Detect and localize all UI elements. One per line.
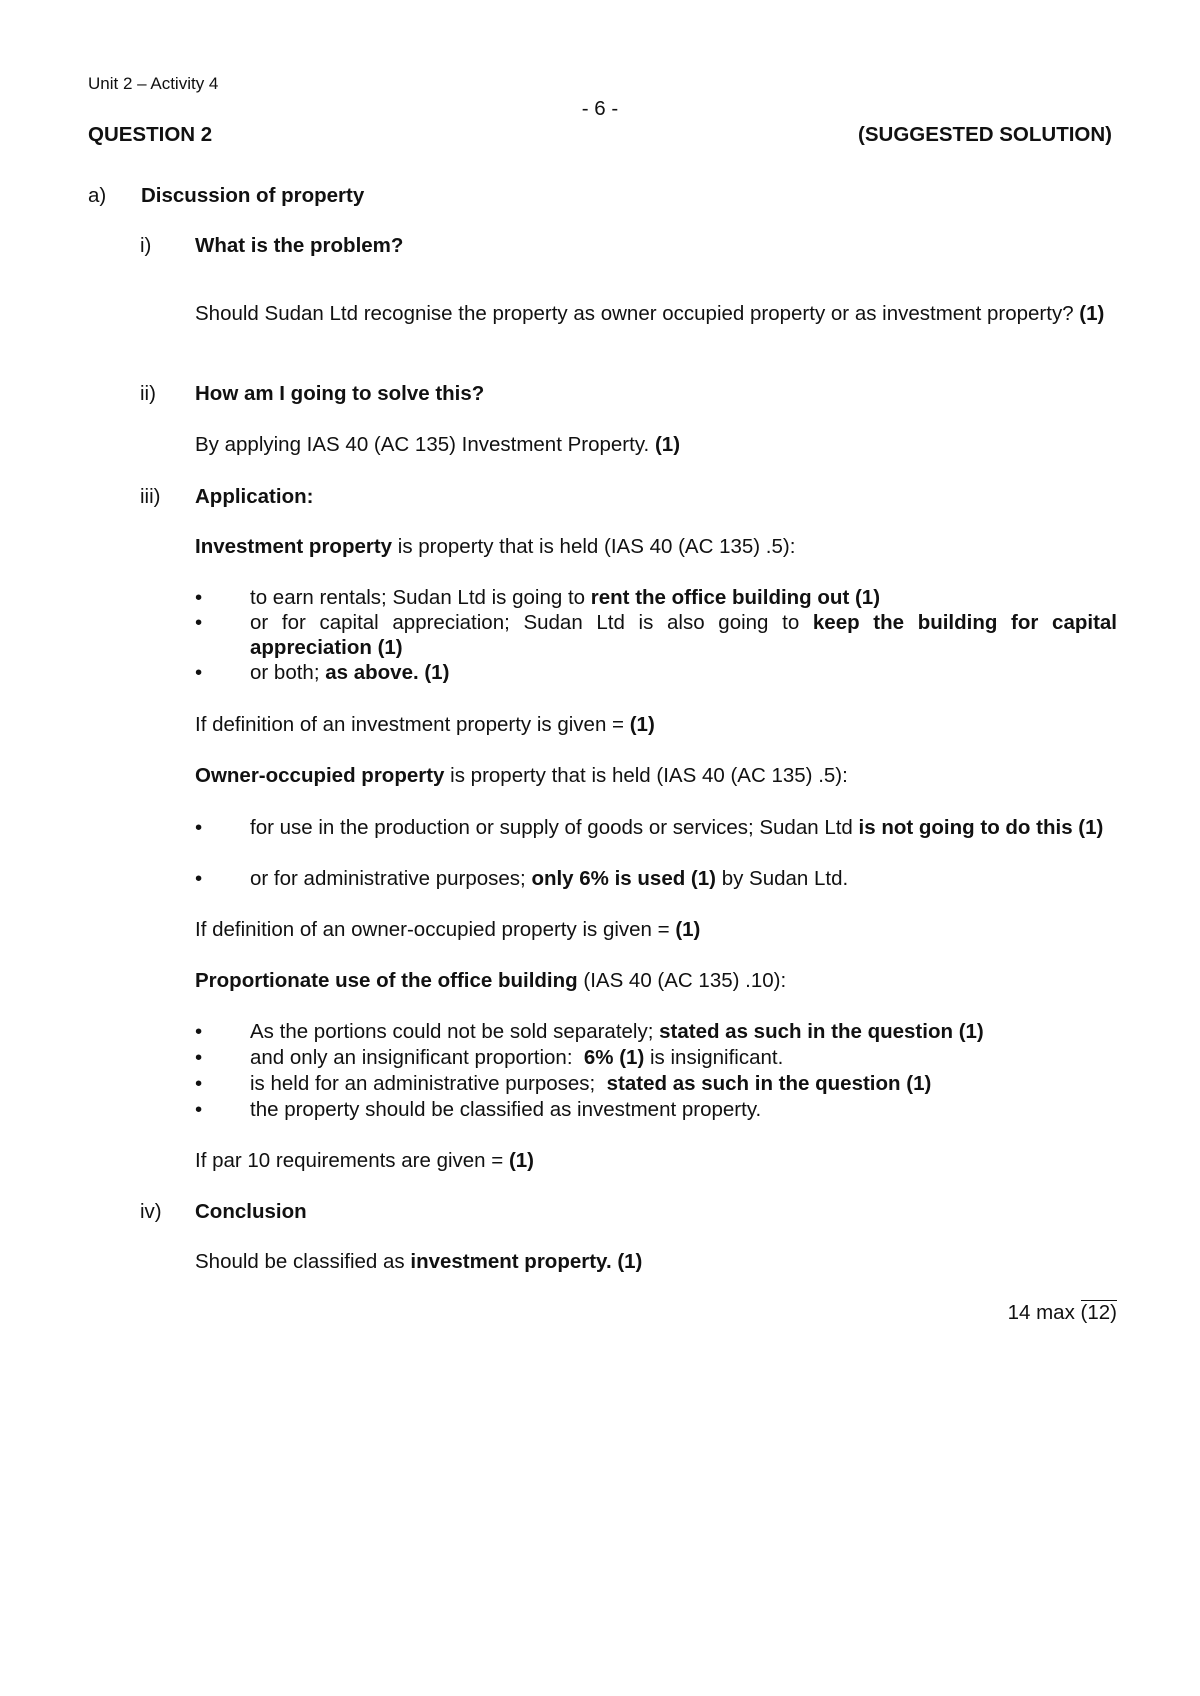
bullet-plain: to earn rentals; Sudan Ltd is going to bbox=[250, 586, 591, 609]
owner-rest: is property that is held (IAS 40 (AC 135) .5): bbox=[444, 764, 848, 787]
unit-label: Unit 2 – Activity 4 bbox=[88, 74, 219, 93]
conclusion-text bbox=[195, 1249, 1117, 1274]
proportionate-bullet-4 bbox=[250, 1097, 1117, 1122]
bullet-dot: • bbox=[195, 867, 203, 890]
bullet-dot: • bbox=[195, 611, 203, 634]
bullet-tail: by Sudan Ltd. bbox=[716, 867, 849, 890]
bullet-plain: or for capital appreciation; Sudan Ltd is also going to bbox=[250, 611, 813, 634]
sub-iii-heading: Application: bbox=[195, 485, 314, 508]
bullet-plain: As the portions could not be sold separately; bbox=[250, 1020, 660, 1043]
owner-term: Owner-occupied property bbox=[195, 764, 445, 787]
sub-i-label: i) bbox=[140, 234, 152, 257]
sub-i-mark: (1) bbox=[1073, 302, 1105, 325]
bullet-dot: • bbox=[195, 1098, 203, 1121]
bullet-dot: • bbox=[195, 816, 203, 839]
investment-given bbox=[195, 712, 1117, 737]
sub-i-body: Should Sudan Ltd recognise the property as owner occupied property or as investment property? bbox=[195, 302, 1074, 325]
bullet-dot: • bbox=[195, 1020, 203, 1043]
investment-rest: is property that is held (IAS 40 (AC 135) .5): bbox=[392, 535, 796, 558]
sub-ii-mark: (1) bbox=[649, 433, 681, 456]
bullet-bold: as above. (1) bbox=[325, 661, 450, 684]
bullet-plain: the property should be classified as investment property. bbox=[250, 1098, 762, 1121]
bullet-tail: is insignificant. bbox=[644, 1046, 784, 1069]
given-mark: (1) bbox=[508, 1149, 534, 1172]
bullet-bold: stated as such in the question (1) bbox=[659, 1020, 984, 1043]
sub-i-heading: What is the problem? bbox=[195, 234, 404, 257]
bullet-bold: keep the building for capital appreciation (1) bbox=[250, 611, 1117, 659]
bullet-bold: rent the office building out (1) bbox=[590, 586, 881, 609]
sub-ii-label: ii) bbox=[140, 382, 156, 405]
section-a-title: Discussion of property bbox=[141, 184, 365, 207]
owner-given bbox=[195, 917, 1117, 942]
proportionate-term: Proportionate use of the office building bbox=[195, 969, 578, 992]
proportionate-rest: (IAS 40 (AC 135) .10): bbox=[577, 969, 787, 992]
page-number: - 6 - bbox=[581, 97, 619, 120]
investment-definition bbox=[195, 534, 1117, 559]
bullet-bold: 6% (1) bbox=[583, 1046, 645, 1069]
investment-bullet-2 bbox=[250, 610, 1117, 660]
sub-iii-label: iii) bbox=[140, 485, 161, 508]
given-text: If par 10 requirements are given = bbox=[195, 1149, 509, 1172]
investment-bullet-1 bbox=[250, 585, 1117, 610]
section-a-label: a) bbox=[88, 184, 107, 207]
sub-ii-heading: How am I going to solve this? bbox=[195, 382, 485, 405]
conclusion-bold: investment property. (1) bbox=[410, 1250, 643, 1273]
bullet-bold: only 6% is used (1) bbox=[531, 867, 716, 890]
bullet-plain: is held for an administrative purposes; bbox=[250, 1072, 607, 1095]
sub-ii-body: By applying IAS 40 (AC 135) Investment Property. bbox=[195, 433, 650, 456]
proportionate-definition bbox=[195, 968, 1117, 993]
investment-term: Investment property bbox=[195, 535, 393, 558]
bullet-plain: for use in the production or supply of goods or services; Sudan Ltd bbox=[250, 816, 859, 839]
marks-total bbox=[1008, 1300, 1117, 1325]
total-text: 14 max bbox=[1007, 1301, 1081, 1324]
proportionate-bullet-2 bbox=[250, 1045, 1117, 1070]
bullet-dot: • bbox=[195, 1046, 203, 1069]
proportionate-given bbox=[195, 1148, 1117, 1173]
bullet-dot: • bbox=[195, 586, 203, 609]
investment-bullet-3 bbox=[250, 660, 1117, 685]
question-heading: QUESTION 2 bbox=[88, 123, 213, 146]
given-mark: (1) bbox=[629, 713, 655, 736]
given-text: If definition of an investment property is given = bbox=[195, 713, 630, 736]
sub-iv-heading: Conclusion bbox=[195, 1200, 307, 1223]
conclusion-body: Should be classified as bbox=[195, 1250, 411, 1273]
total-boxed: (12) bbox=[1080, 1301, 1117, 1324]
owner-bullet-1 bbox=[250, 815, 1117, 840]
bullet-dot: • bbox=[195, 1072, 203, 1095]
sub-ii-text bbox=[195, 432, 1117, 457]
sub-iv-label: iv) bbox=[140, 1200, 162, 1223]
proportionate-bullet-3 bbox=[250, 1071, 1117, 1096]
owner-definition bbox=[195, 763, 1117, 788]
bullet-plain: or both; bbox=[250, 661, 326, 684]
bullet-bold: is not going to do this (1) bbox=[858, 816, 1104, 839]
owner-bullet-2 bbox=[250, 866, 1117, 891]
bullet-bold: stated as such in the question (1) bbox=[606, 1072, 932, 1095]
bullet-plain: or for administrative purposes; bbox=[250, 867, 532, 890]
given-mark: (1) bbox=[675, 918, 701, 941]
proportionate-bullet-1 bbox=[250, 1019, 1117, 1044]
solution-label: (SUGGESTED SOLUTION) bbox=[858, 123, 1112, 146]
bullet-dot: • bbox=[195, 661, 203, 684]
sub-i-text bbox=[195, 301, 1117, 326]
given-text: If definition of an owner-occupied property is given = bbox=[195, 918, 676, 941]
bullet-plain: and only an insignificant proportion: bbox=[250, 1046, 584, 1069]
